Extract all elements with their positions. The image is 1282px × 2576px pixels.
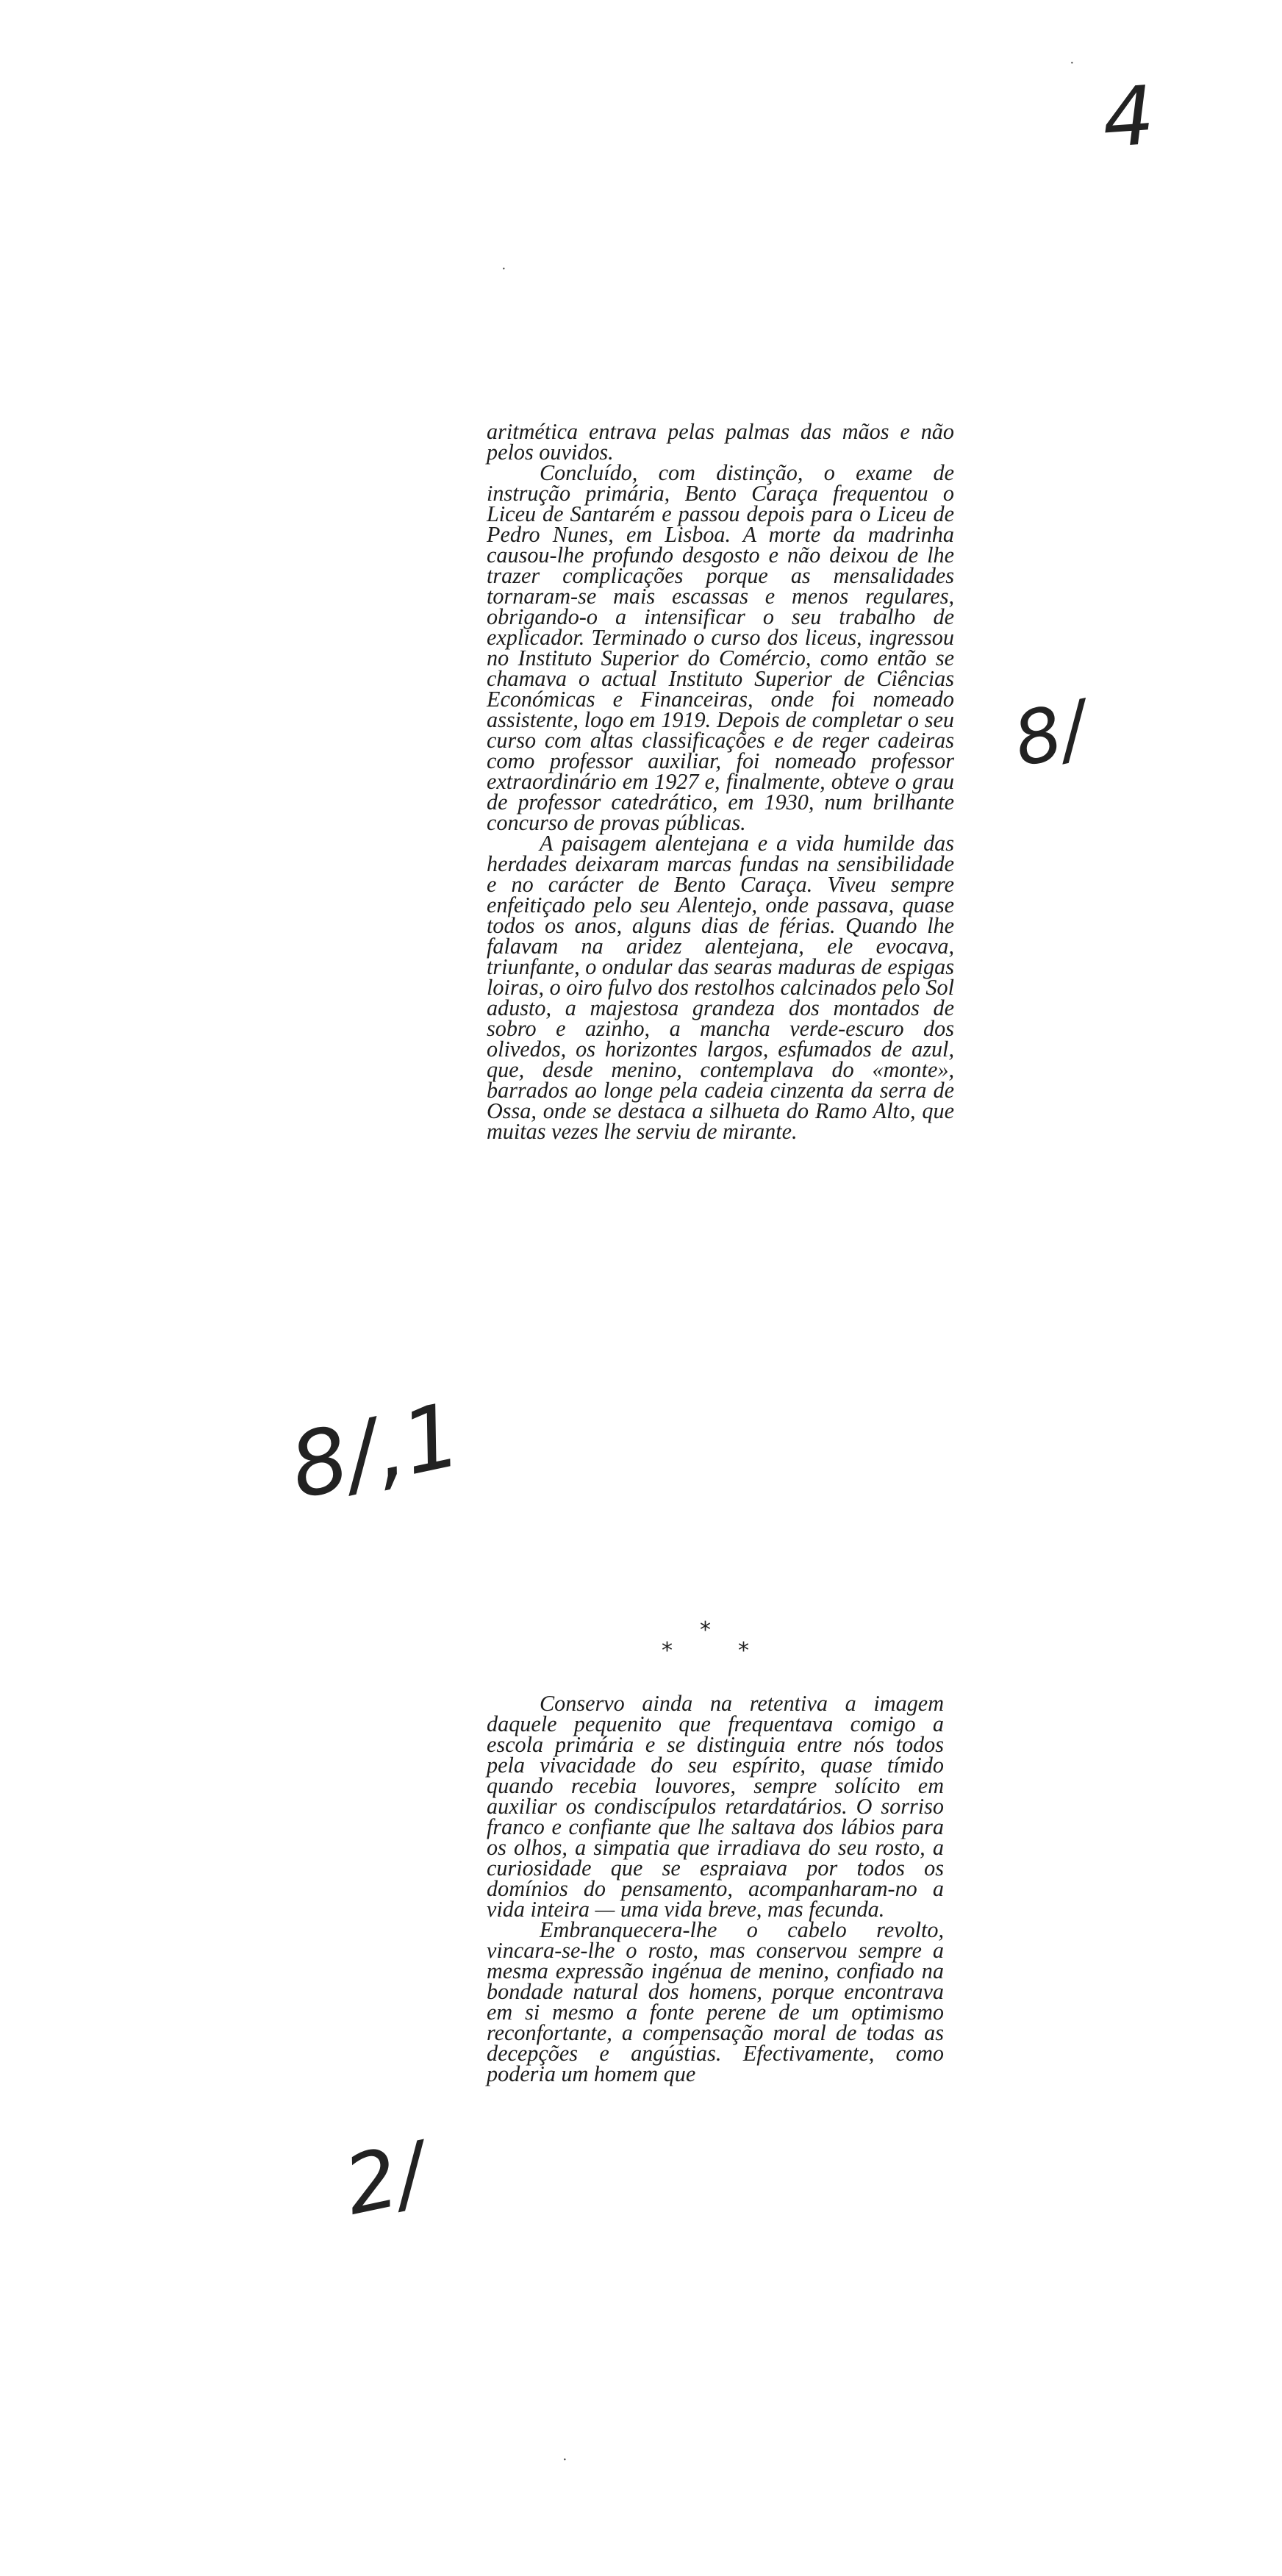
separator-star: *	[700, 1617, 711, 1643]
paragraph-memory: Conservo ainda na retentiva a imagem daquele pequenito que frequentava comigo a escola primária e se distinguia entre nós todos pela vivacidade do seu espírito, quase tímido quando recebia louvores, sempre solícito em auxiliar os condiscípulos retardatários. O sorriso franco e confiante que lhe saltava dos lábios para os olhos, a simpatia que irradiava do seu rosto, a curiosidade que se espraiava por todos os domínios do pensamento, acompanharam-no a vida inteira — uma vida breve, mas fecunda.	[487, 1691, 944, 1922]
scan-speck: ·	[562, 2452, 567, 2468]
handwritten-margin-mark: 2/	[336, 2125, 434, 2233]
paragraph-alentejo: A paisagem alentejana e a vida humilde das herdades deixaram marcas fundas na sensibilidade e no carácter de Bento Caraça. Viveu sempre enfeitiçado pelo seu Alentejo, onde passava, quase todos os anos, alguns dias de férias. Quando lhe falavam na aridez alentejana, ele evocava, triunfante, o ondular das searas maduras de espigas loiras, o oiro fulvo dos restolhos calcinados pelo Sol adusto, a majestosa grandeza dos montados de sobro e azinho, a mancha verde-escuro dos olivedos, os horizontes largos, esfumados de azul, que, desde menino, contemplava do «monte», barrados ao longe pela cadeia cinzenta da serra de Ossa, onde se destaca a silhueta do Ramo Alto, que muitas vezes lhe serviu de mirante.	[487, 831, 954, 1144]
handwritten-margin-mark: 8/	[1006, 684, 1095, 784]
separator-star: *	[662, 1638, 673, 1664]
paragraph-education: Concluído, com distinção, o exame de instrução primária, Bento Caraça frequentou o Liceu de Santarém e passou depois para o Liceu de Pedro Nunes, em Lisboa. A morte da madrinha causou-lhe profundo desgosto e não deixou de lhe trazer complicações porque as mensalidades tornaram-se mais escassas e menos regulares, obrigando-o a intensificar o seu trabalho de explicador. Terminado o curso dos liceus, ingressou no Instituto Superior do Comércio, como então se chamava o actual Instituto Superior de Ciências Económicas e Financeiras, onde foi nomeado assistente, logo em 1919. Depois de completar o seu curso com altas classificações e de reger cadeiras como professor auxiliar, foi nomeado professor extraordinário em 1927 e, finalmente, obteve o grau de professor catedrático, em 1930, num brilhante concurso de provas públicas.	[487, 460, 954, 835]
scan-speck: ·	[1070, 55, 1075, 71]
text-column-bottom	[487, 1693, 944, 2084]
page-number: 4	[1099, 68, 1158, 166]
handwritten-margin-mark: 8/,1	[282, 1384, 470, 1520]
section-separator	[662, 1617, 779, 1664]
scan-speck: ·	[501, 261, 506, 277]
paragraph-character: Embranquecera-lhe o cabelo revolto, vincara-se-lhe o rosto, mas conservou sempre a mesma expressão ingénua de menino, confiado na bondade natural dos homens, porque encontrava em si mesmo a fonte perene de um optimismo reconfortante, a compensação moral de todas as decepções e angústias. Efectivamente, como poderia um homem que	[487, 1917, 944, 2086]
text-column-top	[487, 421, 954, 1142]
paragraph-continuation: aritmética entrava pelas palmas das mãos e não pelos ouvidos.	[487, 419, 954, 465]
separator-star: *	[738, 1638, 749, 1664]
